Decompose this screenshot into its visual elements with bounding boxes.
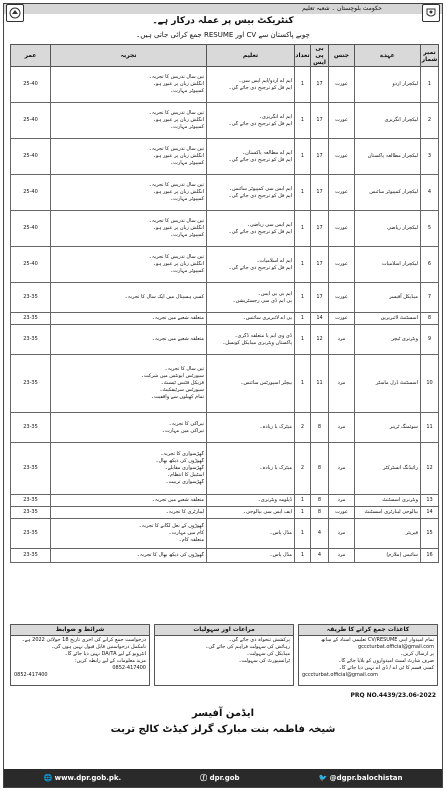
education-line: ڈپلومہ ویٹرنری۔ xyxy=(257,497,292,503)
notes-section xyxy=(10,624,438,686)
row-post: بیالوجی لیبارٹری اسسٹنٹ xyxy=(355,507,421,519)
education-line: ایم فل کو ترجیح دی جائے گی۔ xyxy=(228,228,292,235)
col-header-edu: تعلیم xyxy=(207,45,295,67)
row-age: 23-35 xyxy=(11,549,51,563)
row-bps: 17 xyxy=(311,211,329,247)
row-bps: 11 xyxy=(311,355,329,413)
terms-line: درخواست جمع کرانے کی آخری تاریخ 18 جولائی 2022 ہے۔ xyxy=(21,637,146,643)
education-line: ایم اے انگریزی۔ xyxy=(259,113,292,120)
education-line: مڈل پاس۔ xyxy=(269,530,292,536)
contact-phone[interactable]: 0852-417400 xyxy=(14,672,48,678)
benefits-title: مراعات اور سہولیات xyxy=(155,625,293,636)
col-header-exp: تجربہ xyxy=(51,45,207,67)
row-gender: مرد xyxy=(329,549,355,563)
row-experience xyxy=(51,355,207,413)
row-gender: مرد xyxy=(329,495,355,507)
experience-line: فزیکل فٹنس ٹیسٹ۔ xyxy=(160,380,204,386)
experience-line: گھڑسواری کا تجربہ۔ xyxy=(160,451,204,457)
row-gender: مرد xyxy=(329,519,355,549)
page-subtitle: چوبے پاکستان سے CV اور RESUME جمع کرائی جاتی ہیں۔ xyxy=(136,31,310,39)
row-age: 23-35 xyxy=(11,507,51,519)
row-age: 25-40 xyxy=(11,139,51,175)
footer-bar xyxy=(4,769,442,787)
row-age: 25-40 xyxy=(11,67,51,103)
education-line: ایم اے اسلامیات۔ xyxy=(256,257,292,264)
education-line: ایم بی بی ایس۔ xyxy=(257,290,292,297)
row-experience xyxy=(51,103,207,139)
experience-line: انگلش زبان پر عبور ہو۔ xyxy=(152,81,204,87)
row-age: 23-35 xyxy=(11,443,51,495)
terms-line: نامکمل درخواستیں قابل قبول نہیں ہوں گی۔ xyxy=(51,644,146,650)
row-number: 16 xyxy=(421,549,439,563)
table-row xyxy=(11,355,439,413)
education-line: مڈل پاس۔ xyxy=(269,552,292,558)
experience-line: تمام کھیلوں سے واقفیت۔ xyxy=(151,394,204,400)
col-header-post: عہدے xyxy=(355,45,421,67)
twitter-icon: 🐦 xyxy=(318,774,328,782)
experience-line: انگلش زبان پر عبور ہو۔ xyxy=(152,189,204,195)
row-experience xyxy=(51,139,207,175)
education-line: پی ایم ڈی سی رجسٹریشن۔ xyxy=(232,297,292,304)
table-row xyxy=(11,549,439,563)
row-gender: مرد xyxy=(329,325,355,355)
header-band-text: حکومت بلوچستان ۔ شعبہ تعلیم xyxy=(302,5,382,12)
row-experience xyxy=(51,549,207,563)
row-bps: 8 xyxy=(311,443,329,495)
row-number: 9 xyxy=(421,325,439,355)
row-education xyxy=(207,413,295,443)
row-age: 23-35 xyxy=(11,413,51,443)
row-bps: 14 xyxy=(311,313,329,325)
education-line: بی اے لائبریری سائنس۔ xyxy=(242,315,292,321)
website-text: www.dpr.gob.pk. xyxy=(54,774,122,782)
experience-line: کمپیوٹر مہارت۔ xyxy=(170,196,204,202)
experience-line: گھڑسواری تربیت۔ xyxy=(165,479,204,485)
row-count: 1 xyxy=(295,495,311,507)
experience-line: لیبارٹری کا تجربہ۔ xyxy=(165,509,204,515)
experience-line: سپورٹس ایونٹس میں شرکت۔ xyxy=(140,373,204,379)
apply-title: کاغذات جمع کرانے کا طریقہ xyxy=(299,625,437,636)
education-line: بیچلر اسپورٹس سائنس۔ xyxy=(240,380,292,386)
row-age: 25-40 xyxy=(11,103,51,139)
row-experience xyxy=(51,283,207,313)
education-line: ایم فل کو ترجیح دی جائے گی۔ xyxy=(228,84,292,91)
facebook-text: dpr.gob xyxy=(209,774,240,782)
row-experience xyxy=(51,175,207,211)
row-gender: عورت xyxy=(329,67,355,103)
advertisement-page xyxy=(3,3,443,788)
row-education xyxy=(207,67,295,103)
apply-box xyxy=(298,624,438,686)
row-bps: 8 xyxy=(311,507,329,519)
row-gender: مرد xyxy=(329,355,355,413)
education-line: پاکستان ویٹرنری میڈیکل کونسل۔ xyxy=(222,339,292,346)
experience-line: گھوڑوں کے نعل لگانے کا تجربہ۔ xyxy=(138,523,204,529)
experience-line: انگلش زبان پر عبور ہو۔ xyxy=(152,117,204,123)
row-age: 25-40 xyxy=(11,247,51,283)
website-link[interactable]: 🌐 www.dpr.gob.pk. xyxy=(43,774,122,782)
row-experience xyxy=(51,325,207,355)
row-bps: 8 xyxy=(311,495,329,507)
terms-line: 0852-417400 xyxy=(112,665,146,671)
row-post: سائیس (ملازم) xyxy=(355,549,421,563)
row-education xyxy=(207,443,295,495)
table-row xyxy=(11,443,439,495)
row-number: 15 xyxy=(421,519,439,549)
row-bps: 17 xyxy=(311,67,329,103)
table-row xyxy=(11,413,439,443)
row-age: 23-35 xyxy=(11,283,51,313)
row-post: لیکچرار کمپیوٹر سائنس xyxy=(355,175,421,211)
experience-line: گھوڑوں کی دیکھ بھال کا تجربہ۔ xyxy=(136,552,204,558)
benefits-box xyxy=(154,624,294,686)
education-line: میٹرک یا زیادہ۔ xyxy=(259,465,292,471)
col-header-gender: جنس xyxy=(329,45,355,67)
row-count: 1 xyxy=(295,67,311,103)
table-row xyxy=(11,325,439,355)
row-education xyxy=(207,313,295,325)
row-gender: عورت xyxy=(329,283,355,313)
row-number: 14 xyxy=(421,507,439,519)
row-education xyxy=(207,175,295,211)
terms-body xyxy=(11,636,149,680)
table-row xyxy=(11,507,439,519)
row-number: 2 xyxy=(421,103,439,139)
experience-line: انگلش زبان پر عبور ہو۔ xyxy=(152,153,204,159)
experience-line: گھڑسواری مقابلے۔ xyxy=(164,465,204,471)
row-number: 13 xyxy=(421,495,439,507)
header-band xyxy=(4,4,442,14)
row-age: 25-40 xyxy=(11,175,51,211)
education-line: ایف ایس سی بیالوجی۔ xyxy=(243,509,292,515)
row-education xyxy=(207,103,295,139)
table-row xyxy=(11,211,439,247)
row-education xyxy=(207,355,295,413)
row-age: 23-35 xyxy=(11,519,51,549)
row-education xyxy=(207,247,295,283)
row-count: 1 xyxy=(295,175,311,211)
row-post: لیکچرار ریاضی xyxy=(355,211,421,247)
experience-line: کام میں مہارت۔ xyxy=(168,530,204,536)
row-count: 1 xyxy=(295,139,311,175)
table-row xyxy=(11,103,439,139)
row-education xyxy=(207,283,295,313)
row-gender: مرد xyxy=(329,443,355,495)
row-education xyxy=(207,495,295,507)
table-row xyxy=(11,67,439,103)
experience-line: کمپیوٹر مہارت۔ xyxy=(170,268,204,274)
education-line: ڈی وی ایم یا متعلقہ ڈگری۔ xyxy=(234,332,292,339)
row-gender: عورت xyxy=(329,247,355,283)
row-experience xyxy=(51,67,207,103)
row-bps: 17 xyxy=(311,103,329,139)
row-number: 8 xyxy=(421,313,439,325)
col-header-bps: بی پی ایس xyxy=(311,45,329,67)
row-count: 1 xyxy=(295,247,311,283)
row-number: 1 xyxy=(421,67,439,103)
row-gender: عورت xyxy=(329,139,355,175)
experience-line: گھوڑوں کی دیکھ بھال۔ xyxy=(155,458,204,464)
row-post: رائیڈنگ انسٹرکٹر xyxy=(355,443,421,495)
experience-line: کمپیوٹر مہارت۔ xyxy=(170,124,204,130)
row-post: لیکچرار اسلامیات xyxy=(355,247,421,283)
apply-line: تمام امیدوار اپنی CV/RESUME تعلیمی اسناد کے ساتھ xyxy=(321,637,434,643)
col-header-num: نمبر شمار xyxy=(421,45,439,67)
education-line: میٹرک یا زیادہ۔ xyxy=(259,424,292,430)
row-age: 23-35 xyxy=(11,313,51,325)
row-number: 6 xyxy=(421,247,439,283)
terms-title: شرائط و ضوابط xyxy=(11,625,149,636)
row-gender: عورت xyxy=(329,507,355,519)
row-count: 2 xyxy=(295,443,311,495)
row-bps: 8 xyxy=(311,413,329,443)
experience-line: کمپیوٹر مہارت۔ xyxy=(170,160,204,166)
row-post: ویٹرنری ٹیچر xyxy=(355,325,421,355)
page-title: کنٹریکٹ بیس پر عملہ درکار ہے۔ xyxy=(152,16,294,26)
table-row xyxy=(11,139,439,175)
row-number: 3 xyxy=(421,139,439,175)
row-bps: 12 xyxy=(311,325,329,355)
apply-line: پر ارسال کریں۔ xyxy=(400,651,434,657)
education-line: ایم اے اردو/ایم ایس سی۔ xyxy=(238,77,292,84)
experience-line: کمپیوٹر مہارت۔ xyxy=(170,88,204,94)
experience-line: تین سال تدریس کا تجربہ۔ xyxy=(148,218,204,224)
row-bps: 17 xyxy=(311,139,329,175)
col-header-age: عمر xyxy=(11,45,51,67)
education-line: ایم ایس سی کمپیوٹر سائنس۔ xyxy=(229,185,292,192)
facebook-icon: ⓕ xyxy=(200,774,208,782)
row-experience xyxy=(51,413,207,443)
row-education xyxy=(207,325,295,355)
experience-line: تیراکی میں مہارت۔ xyxy=(162,427,204,434)
experience-line: تین سال تدریس کا تجربہ۔ xyxy=(148,74,204,80)
row-experience xyxy=(51,313,207,325)
education-line: ایم فل کو ترجیح دی جائے گی۔ xyxy=(228,264,292,271)
row-experience xyxy=(51,507,207,519)
row-count: 2 xyxy=(295,413,311,443)
row-count: 1 xyxy=(295,519,311,549)
row-age: 23-35 xyxy=(11,495,51,507)
row-number: 12 xyxy=(421,443,439,495)
row-count: 1 xyxy=(295,211,311,247)
experience-line: متعلقہ شعبے میں تجربہ۔ xyxy=(151,336,204,342)
education-line: ایم فل کو ترجیح دی جائے گی۔ xyxy=(228,120,292,127)
benefits-body xyxy=(155,636,293,666)
apply-email[interactable]: gcccturbat.official@gmail.com xyxy=(302,672,379,678)
row-number: 5 xyxy=(421,211,439,247)
experience-line: کمپیوٹر مہارت۔ xyxy=(170,232,204,238)
table-row xyxy=(11,283,439,313)
row-education xyxy=(207,139,295,175)
row-gender: عورت xyxy=(329,211,355,247)
experience-line: سپورٹس سرٹیفکیٹ۔ xyxy=(159,387,204,393)
terms-line: انٹرویو کے لیے DA/TA نہیں دیا جائے گا۔ xyxy=(64,651,146,657)
experience-line: کسی ہسپتال میں ایک سال کا تجربہ۔ xyxy=(124,294,204,300)
row-number: 11 xyxy=(421,413,439,443)
row-count: 1 xyxy=(295,355,311,413)
table-row xyxy=(11,313,439,325)
row-experience xyxy=(51,519,207,549)
row-count: 1 xyxy=(295,283,311,313)
row-experience xyxy=(51,211,207,247)
row-education xyxy=(207,507,295,519)
row-bps: 4 xyxy=(311,549,329,563)
experience-line: متعلقہ شعبے میں تجربہ۔ xyxy=(151,315,204,321)
row-post: اسسٹنٹ لائبریرین xyxy=(355,313,421,325)
row-bps: 17 xyxy=(311,175,329,211)
terms-line: مزید معلومات کے لیے رابطہ کریں: xyxy=(74,658,146,664)
row-post: فیریئر xyxy=(355,519,421,549)
row-gender: عورت xyxy=(329,175,355,211)
row-post: لیکچرار انگریزی xyxy=(355,103,421,139)
row-count: 1 xyxy=(295,549,311,563)
col-header-count: تعداد xyxy=(295,45,311,67)
row-education xyxy=(207,519,295,549)
experience-line: تین سال تدریس کا تجربہ۔ xyxy=(148,182,204,188)
row-number: 4 xyxy=(421,175,439,211)
apply-line: صرف شارٹ لسٹ امیدواروں کو بلایا جائے گا۔ xyxy=(338,658,434,664)
row-post: اسسٹنٹ ڈرل ماسٹر xyxy=(355,355,421,413)
twitter-link[interactable] xyxy=(319,774,403,782)
table-row xyxy=(11,495,439,507)
row-post: لیکچرار اردو xyxy=(355,67,421,103)
experience-line: تیراکی کا تجربہ۔ xyxy=(168,420,204,427)
row-experience xyxy=(51,247,207,283)
experience-line: متعلقہ شعبے میں تجربہ۔ xyxy=(151,497,204,503)
row-count: 1 xyxy=(295,325,311,355)
row-age: 23-35 xyxy=(11,355,51,413)
experience-line: تین سال تدریس کا تجربہ۔ xyxy=(148,254,204,260)
experience-line: انگلش زبان پر عبور ہو۔ xyxy=(152,225,204,231)
college-name: شیخہ فاطمہ بنت مبارک گرلز کیڈٹ کالج تربت xyxy=(110,724,336,735)
education-line: ایم فل کو ترجیح دی جائے گی۔ xyxy=(228,156,292,163)
apply-body xyxy=(299,636,437,680)
row-number: 10 xyxy=(421,355,439,413)
education-line: ایم ایس سی ریاضی۔ xyxy=(246,221,292,228)
admin-officer-title: ایڈمن آفیسر xyxy=(191,708,255,719)
benefits-line: پرکشش تنخواہ دی جائے گی۔ xyxy=(228,637,290,643)
twitter-text: @dgpr.balochistan xyxy=(329,774,403,782)
education-line: ایم فل کو ترجیح دی جائے گی۔ xyxy=(228,192,292,199)
row-gender: مرد xyxy=(329,413,355,443)
row-experience xyxy=(51,495,207,507)
row-bps: 17 xyxy=(311,283,329,313)
table-row xyxy=(11,175,439,211)
row-count: 1 xyxy=(295,313,311,325)
prq-number: PRQ NO.4439/23.06-2022 xyxy=(350,692,436,699)
row-count: 1 xyxy=(295,103,311,139)
experience-line: تین سال تدریس کا تجربہ۔ xyxy=(148,110,204,116)
row-age: 25-40 xyxy=(11,211,51,247)
row-number: 7 xyxy=(421,283,439,313)
vacancies-table xyxy=(10,44,439,563)
row-age: 23-35 xyxy=(11,325,51,355)
benefits-line: ٹرانسپورٹ کی سہولت۔ xyxy=(238,658,290,664)
experience-line: تین سال تدریس کا تجربہ۔ xyxy=(148,146,204,152)
row-bps: 17 xyxy=(311,247,329,283)
experience-line: تین سال کا تجربہ۔ xyxy=(164,366,204,372)
row-post: میڈیکل آفیسر xyxy=(355,283,421,313)
table-row xyxy=(11,519,439,549)
row-count: 1 xyxy=(295,507,311,519)
row-experience xyxy=(51,443,207,495)
education-line: ایم اے مطالعہ پاکستان۔ xyxy=(242,149,292,156)
apply-line: gcccturbat.official@gmail.com xyxy=(357,644,434,650)
experience-line: متعلقہ کام۔ xyxy=(178,537,204,543)
terms-box xyxy=(10,624,150,686)
benefits-line: میڈیکل کی سہولت۔ xyxy=(246,651,290,657)
experience-line: انگلش زبان پر عبور ہو۔ xyxy=(152,261,204,267)
table-row xyxy=(11,247,439,283)
row-education xyxy=(207,211,295,247)
table-header-row xyxy=(11,45,439,67)
row-post: لیکچرار مطالعہ پاکستان xyxy=(355,139,421,175)
row-post: ویٹرنری اسسٹنٹ xyxy=(355,495,421,507)
row-gender: عورت xyxy=(329,313,355,325)
facebook-link[interactable] xyxy=(200,773,239,783)
experience-line: اسٹیبل کا انتظام۔ xyxy=(167,472,204,478)
row-post: سوئمنگ ٹرینر xyxy=(355,413,421,443)
row-bps: 4 xyxy=(311,519,329,549)
benefits-line: رہائش کی سہولت فراہم کی جائے گی۔ xyxy=(205,644,290,650)
apply-line: کسی قسم کا ٹی اے / ڈی اے نہیں دیا جائے گا۔ xyxy=(338,665,434,671)
row-gender: عورت xyxy=(329,103,355,139)
row-education xyxy=(207,549,295,563)
